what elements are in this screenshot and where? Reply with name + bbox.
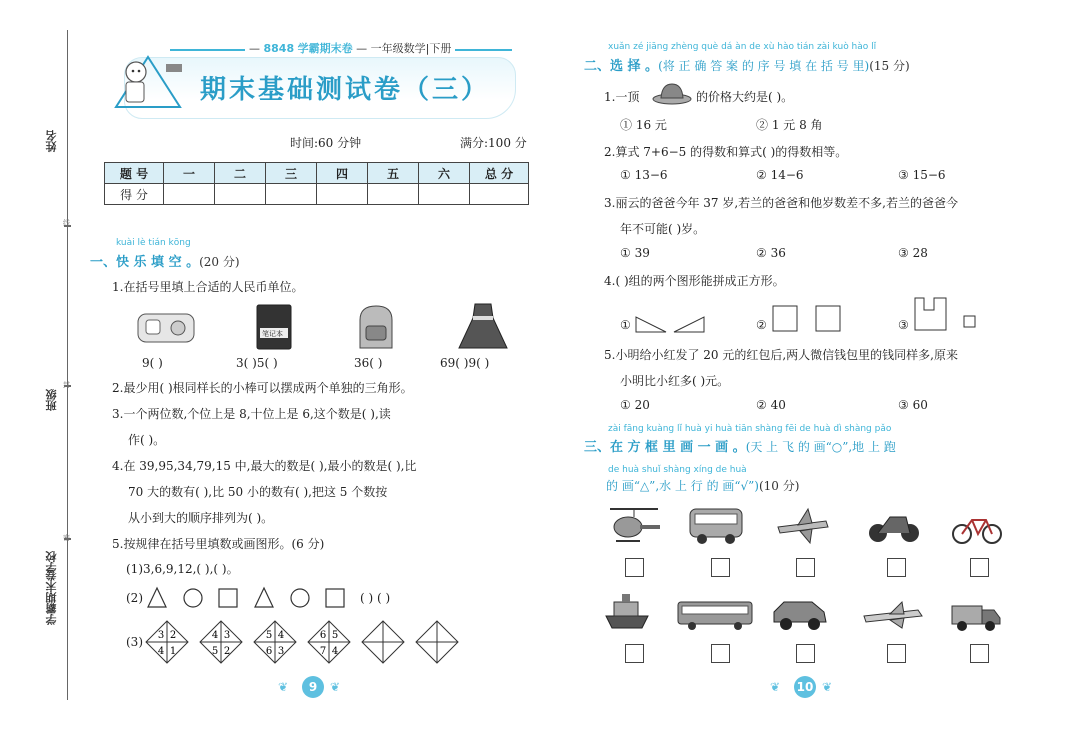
sec2-q3b: 年不可能( )岁。 xyxy=(620,222,706,236)
jet-plane-icon xyxy=(862,600,924,630)
sec1-q4b: 70 大的数有( ),比 50 小的数有( ),把这 5 个数按 xyxy=(128,485,388,499)
sec1-q1: 1.在括号里填上合适的人民币单位。 xyxy=(112,280,304,294)
sec2-q5a: 5.小明给小红发了 20 元的红包后,两人微信钱包里的钱同样多,原来 xyxy=(604,348,958,362)
sec1-q4c: 从小到大的顺序排列为( )。 xyxy=(128,511,274,525)
sec2-q2: 2.算式 7+6−5 的得数和算式( )的得数相等。 xyxy=(604,145,848,159)
answer-box-city-bus[interactable] xyxy=(711,644,730,663)
score-table xyxy=(104,162,529,205)
motorcycle-icon xyxy=(866,505,922,545)
diamond-number: 3 xyxy=(223,630,231,641)
sec2-title: 二、选 择 。 xyxy=(584,59,659,74)
sec2-q3-opt2[interactable]: ② 36 xyxy=(756,246,786,260)
diamond-number: 4 xyxy=(157,646,165,657)
circle-icon xyxy=(291,589,309,607)
sec2-q1: 1.一顶 xyxy=(604,90,640,104)
score-header-row xyxy=(105,163,529,184)
score-header-cell: 二 xyxy=(215,163,266,184)
answer-box-ship[interactable] xyxy=(625,644,644,663)
number-diamond xyxy=(199,620,243,664)
score-cell[interactable] xyxy=(266,184,317,205)
series-side-label: 学霸期末卷 xyxy=(45,570,58,625)
series-header: — 8848 学霸期末卷 — 一年级数学|下册 xyxy=(245,40,455,56)
city-bus-icon xyxy=(676,600,754,630)
score-cell[interactable] xyxy=(368,184,419,205)
diamond-number: 4 xyxy=(211,630,219,641)
answer-box-helicopter[interactable] xyxy=(625,558,644,577)
square-icon xyxy=(326,589,344,607)
answer-box-airplane[interactable] xyxy=(796,558,815,577)
number-diamond xyxy=(145,620,189,664)
sec2-q5b: 小明比小红多( )元。 xyxy=(620,374,730,388)
name-label: 姓名 xyxy=(45,130,58,152)
page-decoration-right: ❦ xyxy=(822,680,833,694)
binding-line xyxy=(67,30,68,700)
full-score: 满分:100 分 xyxy=(460,136,527,150)
sec1-q3b: 作( )。 xyxy=(128,433,166,447)
square-icon xyxy=(816,306,840,331)
score-header-cell: 五 xyxy=(368,163,419,184)
score-cell[interactable] xyxy=(419,184,470,205)
diamond-number: 6 xyxy=(319,630,327,641)
page-number-left: 9 xyxy=(302,676,324,698)
answer-box-motorcycle[interactable] xyxy=(887,558,906,577)
diamond-number: 5 xyxy=(265,630,273,641)
number-diamond xyxy=(361,620,405,664)
airplane-icon xyxy=(774,505,830,545)
score-header-cell: 总 分 xyxy=(470,163,529,184)
sec1-q5-2-blanks[interactable]: ( ) ( ) xyxy=(360,591,391,605)
sec3-heading xyxy=(584,436,896,455)
q4-option1-shapes xyxy=(636,315,706,335)
series-main: 学霸期末卷 xyxy=(297,42,353,55)
notched-shape-icon xyxy=(915,298,946,330)
volume-label: 下册 xyxy=(429,42,452,55)
q1-blank-backpack[interactable]: 36( ) xyxy=(354,356,383,370)
sec1-title: 一、快 乐 填 空 。 xyxy=(90,255,200,270)
circle-icon xyxy=(184,589,202,607)
diamond-number: 3 xyxy=(157,630,165,641)
score-row xyxy=(105,184,529,205)
sec2-q4: 4.( )组的两个图形能拼成正方形。 xyxy=(604,274,785,288)
sec2-q1-opt1[interactable]: ① 16 元 xyxy=(620,118,667,132)
grade-label: 一年级数学 xyxy=(370,42,426,55)
score-header-cell: 四 xyxy=(317,163,368,184)
diamond-number: 2 xyxy=(223,646,231,657)
q4-option2-shapes xyxy=(772,305,844,335)
car-icon xyxy=(772,598,828,632)
sec2-q4-opt1[interactable]: ① xyxy=(620,318,631,332)
sec2-desc: (将 正 确 答 案 的 序 号 填 在 括 号 里) xyxy=(658,59,870,73)
sec2-points: (15 分) xyxy=(869,59,910,73)
number-diamond xyxy=(253,620,297,664)
sec2-q3-opt1[interactable]: ① 39 xyxy=(620,246,650,260)
diamond-number: 7 xyxy=(319,646,327,657)
sec3-desc-2: 的 画“△”,水 上 行 的 画“√”) xyxy=(606,479,759,493)
score-row-label: 得 分 xyxy=(105,184,164,205)
diamond-number: 4 xyxy=(331,646,339,657)
sec2-q3-opt3[interactable]: ③ 28 xyxy=(898,246,928,260)
sec1-q4a: 4.在 39,95,34,79,15 中,最大的数是( ),最小的数是( ),比 xyxy=(112,459,417,473)
sec2-q5-opt1[interactable]: ① 20 xyxy=(620,398,650,412)
page-decoration-right: ❦ xyxy=(330,680,341,694)
score-header-cell: 六 xyxy=(419,163,470,184)
diamond-number: 5 xyxy=(211,646,219,657)
diamond-number: 6 xyxy=(265,646,273,657)
sec1-q2: 2.最少用( )根同样长的小棒可以摆成两个单独的三角形。 xyxy=(112,381,413,395)
triangle-icon xyxy=(148,588,166,607)
score-header-cell: 三 xyxy=(266,163,317,184)
sec1-heading xyxy=(90,251,240,270)
sec1-pinyin: kuài lè tián kōng xyxy=(116,238,191,248)
small-square-icon xyxy=(964,316,975,327)
sec1-q5-2-label: (2) xyxy=(126,591,143,605)
sec1-q5: 5.按规律在括号里填数或画图形。(6 分) xyxy=(112,537,325,551)
sec2-q2-opt2[interactable]: ② 14−6 xyxy=(756,168,804,182)
sec3-title: 三、在 方 框 里 画 一 画 。 xyxy=(584,440,746,455)
q4-option3-shapes xyxy=(914,297,978,333)
answer-box-bus[interactable] xyxy=(711,558,730,577)
sec2-q3a: 3.丽云的爸爸今年 37 岁,若兰的爸爸和他岁数差不多,若兰的爸爸今 xyxy=(604,196,958,210)
score-cell[interactable] xyxy=(215,184,266,205)
square-icon xyxy=(219,589,237,607)
q1-blank-dress[interactable]: 69( )9( ) xyxy=(440,356,490,370)
right-triangle-icon xyxy=(674,317,704,332)
sec2-q4-opt3[interactable]: ③ xyxy=(898,318,909,332)
binding-mark: 封 xyxy=(63,381,70,389)
diamond-number: 4 xyxy=(277,630,285,641)
sec1-q5-1: (1)3,6,9,12,( ),( )。 xyxy=(126,562,239,576)
answer-box-bicycle[interactable] xyxy=(970,558,989,577)
sec2-pinyin: xuǎn zé jiāng zhèng què dá àn de xù hào tián zài kuò hào lǐ xyxy=(608,42,877,52)
answer-box-jet[interactable] xyxy=(887,644,906,663)
diamond-number: 2 xyxy=(169,630,177,641)
number-diamond xyxy=(307,620,351,664)
school-label: 学校 xyxy=(45,551,58,573)
notebook-label: 笔记本 xyxy=(262,330,283,338)
hat-icon xyxy=(652,81,692,105)
binding-mark: 线 xyxy=(63,219,70,227)
sec2-q1-opt2[interactable]: ② 1 元 8 角 xyxy=(756,118,823,132)
score-header-cell: 题 号 xyxy=(105,163,164,184)
dress-icon xyxy=(455,300,511,352)
sec2-heading xyxy=(584,55,910,74)
mascot-icon xyxy=(108,52,188,112)
sec2-q5-opt2[interactable]: ② 40 xyxy=(756,398,786,412)
q1-blank-notebook[interactable]: 3( )5( ) xyxy=(236,356,278,370)
diamond-number: 1 xyxy=(169,646,177,657)
notebook-icon xyxy=(254,302,294,352)
exam-title: 期末基础测试卷（三） xyxy=(200,75,491,105)
square-icon xyxy=(773,306,797,331)
shape-sequence xyxy=(146,586,356,610)
sec2-q2-opt1[interactable]: ① 13−6 xyxy=(620,168,668,182)
pencil-case-icon xyxy=(134,306,198,348)
sec1-q3a: 3.一个两位数,个位上是 8,十位上是 6,这个数是( ),读 xyxy=(112,407,391,421)
binding-mark: 密 xyxy=(63,534,70,542)
class-label: 班级 xyxy=(45,389,58,411)
helicopter-icon xyxy=(606,505,662,545)
number-diamond xyxy=(415,620,459,664)
backpack-icon xyxy=(352,302,400,352)
right-triangle-icon xyxy=(636,317,666,332)
page-decoration-left: ❦ xyxy=(770,680,781,694)
triangle-icon xyxy=(255,588,273,607)
sec3-pinyin-1: zài fāng kuàng lǐ huà yi huà tiān shàng fēi de huà dì shàng pǎo xyxy=(608,424,892,434)
truck-icon xyxy=(950,598,1002,634)
sec3-pinyin-2: de huà shuǐ shàng xíng de huà xyxy=(608,465,747,475)
sec3-heading-2 xyxy=(606,477,799,494)
score-header-cell: 一 xyxy=(164,163,215,184)
sec2-q2-opt3[interactable]: ③ 15−6 xyxy=(898,168,946,182)
sec1-q5-3-label: (3) xyxy=(126,635,143,649)
series-prefix: 8848 xyxy=(263,42,295,55)
answer-box-truck[interactable] xyxy=(970,644,989,663)
ship-icon xyxy=(604,592,650,632)
score-cell[interactable] xyxy=(470,184,529,205)
bus-icon xyxy=(688,505,744,545)
bicycle-icon xyxy=(952,508,1002,546)
page-number-right: 10 xyxy=(794,676,816,698)
sec2-q1b: 的价格大约是( )。 xyxy=(696,90,794,104)
sec2-q4-opt2[interactable]: ② xyxy=(756,318,767,332)
sec3-desc-1: (天 上 飞 的 画“○”,地 上 跑 xyxy=(745,440,896,454)
diamond-number: 3 xyxy=(277,646,285,657)
sec1-points: (20 分) xyxy=(199,255,240,269)
sec2-q5-opt3[interactable]: ③ 60 xyxy=(898,398,928,412)
page-decoration-left: ❦ xyxy=(278,680,289,694)
answer-box-car[interactable] xyxy=(796,644,815,663)
diamond-number: 5 xyxy=(331,630,339,641)
score-cell[interactable] xyxy=(164,184,215,205)
sec3-points: (10 分) xyxy=(758,479,800,493)
time-limit: 时间:60 分钟 xyxy=(290,136,362,150)
score-cell[interactable] xyxy=(317,184,368,205)
q1-blank-pencilcase[interactable]: 9( ) xyxy=(142,356,163,370)
